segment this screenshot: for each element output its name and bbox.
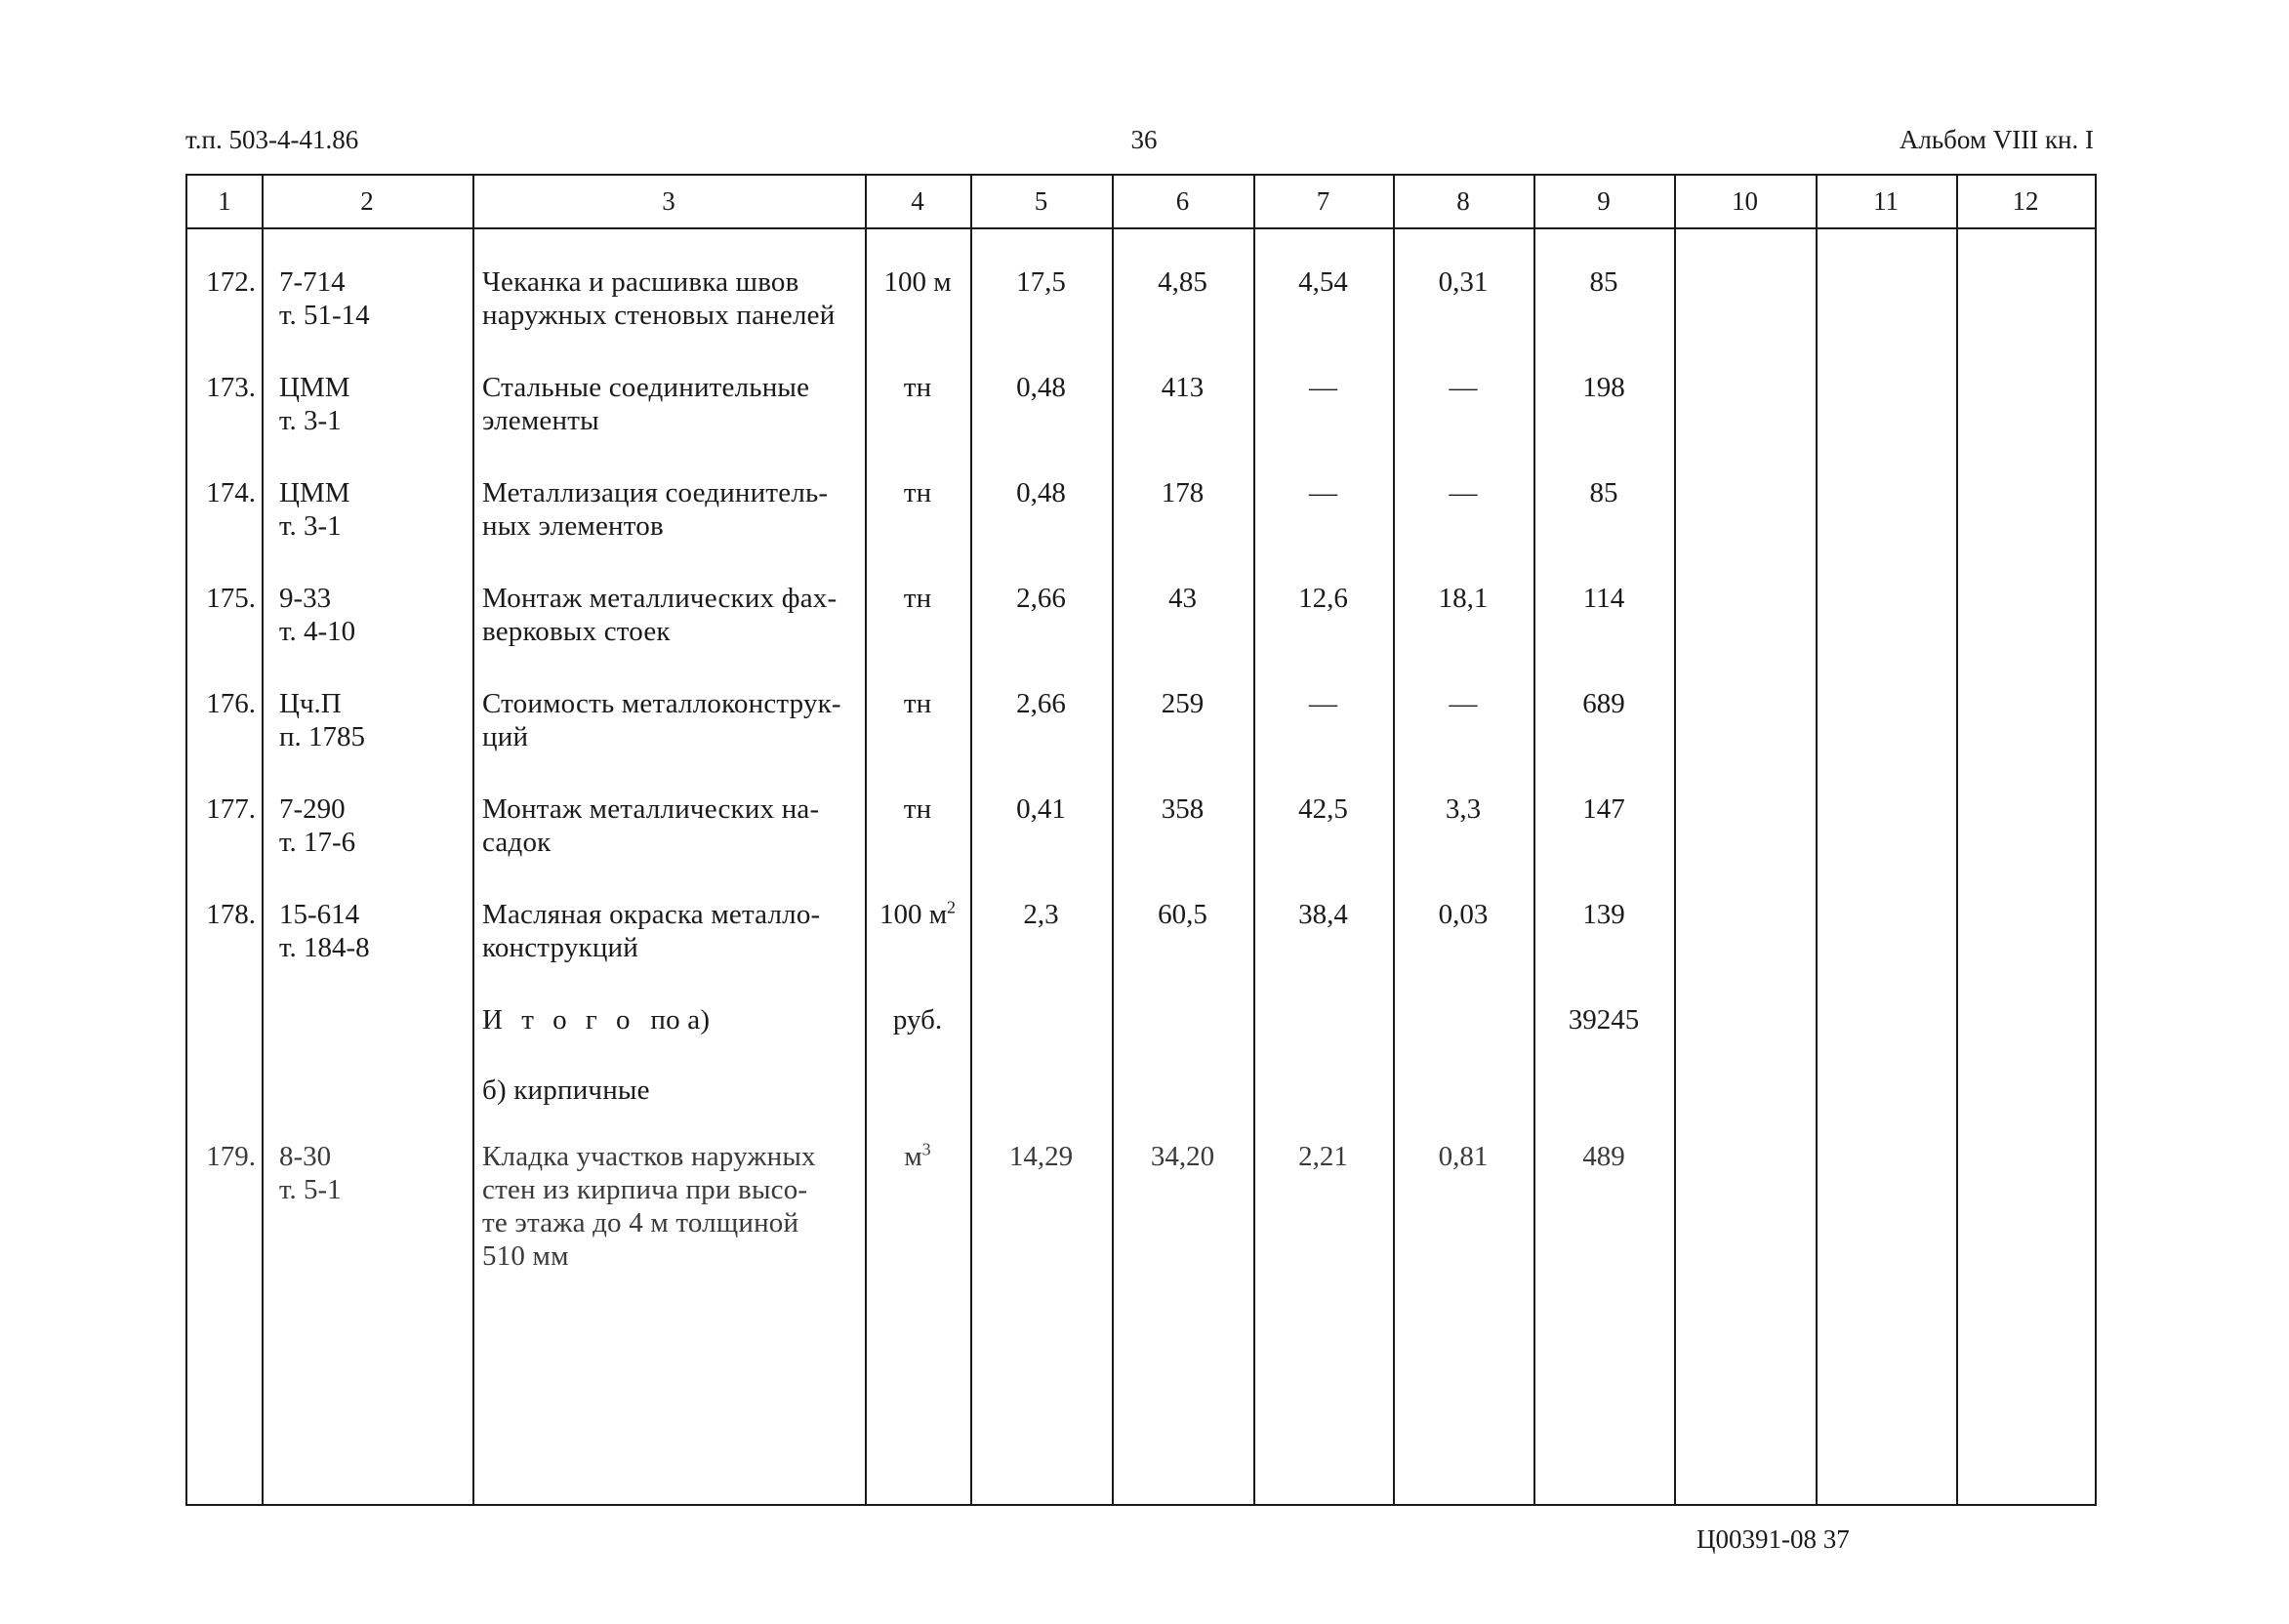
machine-cost: 2,21 [1298, 1141, 1348, 1172]
column-number: 12 [2012, 186, 2039, 216]
row-number: 175. [206, 583, 256, 614]
page-number: 36 [1130, 125, 1158, 154]
norm-code: 8-30 т. 5-1 [279, 1141, 342, 1205]
row-number: 179. [206, 1141, 256, 1172]
wage-cost: 18,1 [1438, 583, 1489, 614]
column-number: 1 [218, 186, 231, 216]
column-number: 11 [1873, 186, 1899, 216]
quantity: 2,66 [1016, 688, 1066, 719]
total-label: И т о г о по а) [482, 1004, 711, 1035]
norm-code: 7-290 т. 17-6 [279, 793, 356, 858]
machine-cost: 42,5 [1298, 793, 1348, 825]
work-description: Стальные соединительные элементы [482, 372, 810, 436]
total-cost: 198 [1582, 372, 1625, 403]
quantity: 0,41 [1016, 793, 1066, 825]
row-number: 177. [206, 793, 256, 825]
work-description: Чеканка и расшивка швов наружных стеновых панелей [482, 266, 836, 331]
column-number: 6 [1175, 186, 1190, 216]
column-divider [1956, 176, 1958, 1504]
work-description: Стоимость металлоконструк- ций [482, 688, 841, 752]
wage-cost: — [1449, 477, 1478, 508]
column-number: 5 [1034, 186, 1048, 216]
unit: тн [903, 372, 932, 403]
unit-cost: 60,5 [1158, 899, 1207, 930]
unit-cost: 34,20 [1150, 1141, 1215, 1172]
work-description: Металлизация соединитель- ных элементов [482, 477, 829, 542]
unit-cost: 358 [1161, 793, 1205, 825]
column-divider [1816, 176, 1818, 1504]
archive-code: Ц00391-08 37 [1696, 1524, 1850, 1554]
row-number: 172. [206, 266, 256, 298]
wage-cost: — [1449, 688, 1478, 719]
norm-code: 15-614 т. 184-8 [279, 899, 370, 963]
column-number: 7 [1316, 186, 1330, 216]
estimate-table [185, 174, 2097, 1506]
row-number: 174. [206, 477, 256, 508]
machine-cost: — [1309, 372, 1337, 403]
unit-cost: 178 [1161, 477, 1205, 508]
quantity: 17,5 [1016, 266, 1066, 298]
column-number: 3 [662, 186, 675, 216]
total-cost: 147 [1582, 793, 1625, 825]
machine-cost: — [1309, 688, 1337, 719]
column-number: 4 [911, 186, 924, 216]
unit: тн [903, 793, 932, 825]
machine-cost: 12,6 [1298, 583, 1348, 614]
work-description: Монтаж металлических фах- верковых стоек [482, 583, 838, 647]
wage-cost: 0,31 [1438, 266, 1489, 298]
work-description: Масляная окраска металло- конструкций [482, 899, 821, 963]
column-number: 8 [1456, 186, 1470, 216]
row-number: 173. [206, 372, 256, 403]
document-designation: т.п. 503-4-41.86 [185, 125, 359, 154]
norm-code: ЦММ т. 3-1 [279, 372, 350, 436]
unit: тн [903, 583, 932, 614]
norm-code: Цч.П п. 1785 [279, 688, 366, 752]
wage-cost: 0,03 [1438, 899, 1489, 930]
unit-cost: 413 [1161, 372, 1205, 403]
work-description: Кладка участков наружных стен из кирпича при высо- те этажа до 4 м толщиной 510 мм [482, 1141, 816, 1272]
unit: 100 м [883, 266, 952, 298]
header-divider [187, 227, 2095, 229]
row-number: 178. [206, 899, 256, 930]
unit-cost: 4,85 [1158, 266, 1207, 298]
quantity: 2,3 [1023, 899, 1059, 930]
album-label: Альбом VIII кн. I [1899, 125, 2094, 154]
work-description: Монтаж металлических на- садок [482, 793, 820, 858]
unit-cost: 259 [1161, 688, 1205, 719]
norm-code: 9-33 т. 4-10 [279, 583, 356, 647]
quantity: 0,48 [1016, 372, 1066, 403]
wage-cost: — [1449, 372, 1478, 403]
column-number: 9 [1597, 186, 1611, 216]
machine-cost: — [1309, 477, 1337, 508]
machine-cost: 38,4 [1298, 899, 1348, 930]
column-divider [1674, 176, 1676, 1504]
unit: 100 $м^2$ [879, 897, 957, 930]
total-cost: 139 [1582, 899, 1625, 930]
row-number: 176. [206, 688, 256, 719]
unit: тн [903, 477, 932, 508]
column-divider [262, 176, 264, 1504]
quantity: 2,66 [1016, 583, 1066, 614]
norm-code: ЦММ т. 3-1 [279, 477, 350, 542]
column-divider [472, 176, 474, 1504]
total-cost: 489 [1582, 1141, 1625, 1172]
wage-cost: 0,81 [1438, 1141, 1489, 1172]
wage-cost: 3,3 [1445, 793, 1482, 825]
total-unit: руб. [892, 1004, 943, 1035]
total-value: 39245 [1568, 1004, 1640, 1035]
machine-cost: 4,54 [1298, 266, 1348, 298]
unit: тн [903, 688, 932, 719]
unit: $м^3$ [904, 1139, 931, 1172]
total-cost: 85 [1589, 477, 1618, 508]
quantity: 0,48 [1016, 477, 1066, 508]
column-number: 2 [360, 186, 374, 216]
total-cost: 85 [1589, 266, 1618, 298]
total-cost: 114 [1582, 583, 1625, 614]
norm-code: 7-714 т. 51-14 [279, 266, 370, 331]
total-cost: 689 [1582, 688, 1625, 719]
quantity: 14,29 [1008, 1141, 1074, 1172]
section-label: б) кирпичные [482, 1075, 650, 1106]
unit-cost: 43 [1168, 583, 1197, 614]
column-number: 10 [1732, 186, 1758, 216]
